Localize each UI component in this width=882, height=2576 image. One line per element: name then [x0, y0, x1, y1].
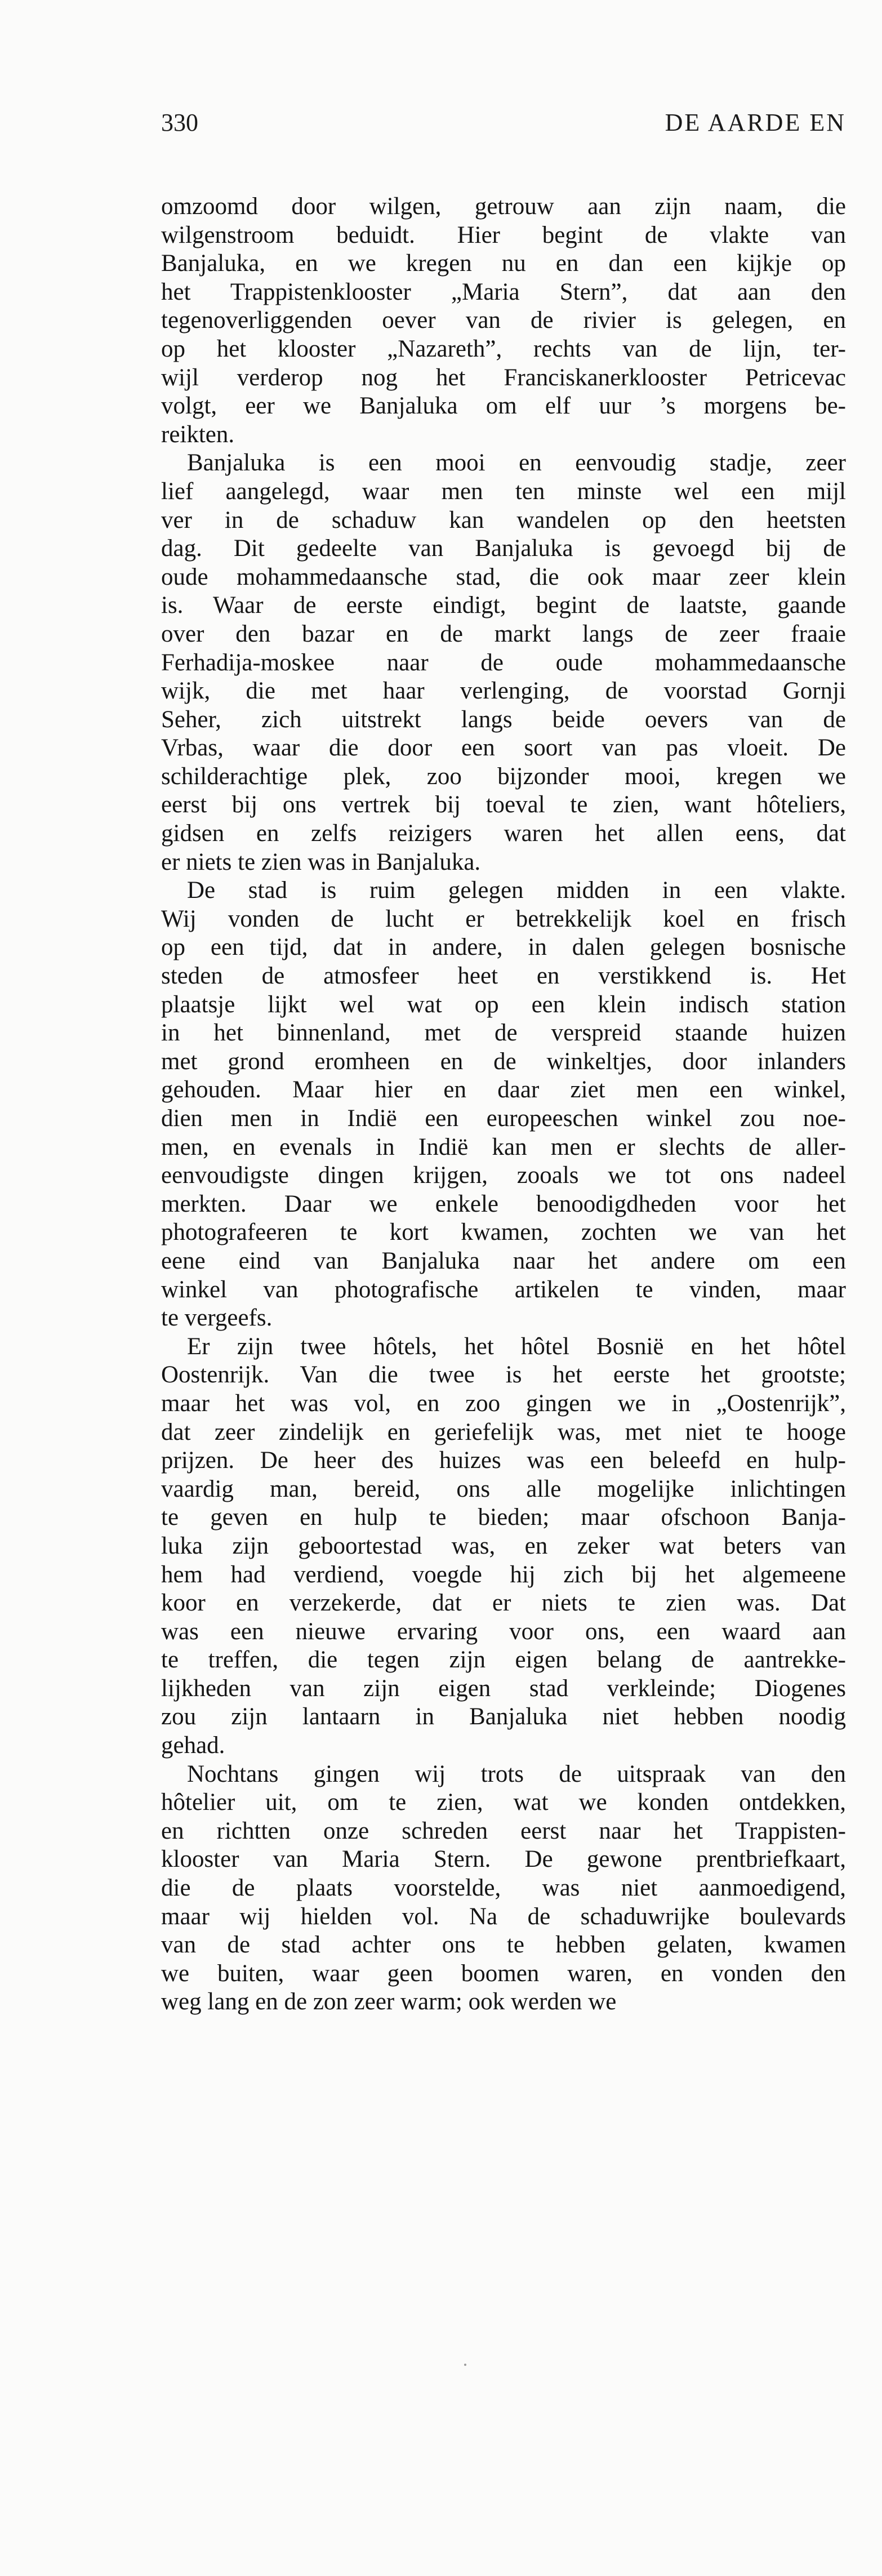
text-line: op het klooster „Nazareth”, rechts van de lijn, ter- — [161, 335, 846, 362]
text-line: De stad is ruim gelegen midden in een vlakte. — [187, 877, 846, 904]
text-line: Er zijn twee hôtels, het hôtel Bosnië en het hôtel — [187, 1333, 846, 1360]
page-number: 330 — [161, 109, 198, 136]
text-line: wilgenstroom beduidt. Hier begint de vlakte van — [161, 221, 846, 248]
text-line: te geven en hulp te bieden; maar ofschoon Banja- — [161, 1504, 846, 1531]
text-line: lijkheden van zijn eigen stad verkleinde; Diogenes — [161, 1675, 846, 1702]
text-line: Seher, zich uitstrekt langs beide oevers van de — [161, 706, 846, 733]
text-line: steden de atmosfeer heet en verstikkend is. Het — [161, 963, 846, 990]
paragraph — [161, 193, 846, 449]
text-line: en richtten onze schreden eerst naar het Trappisten- — [161, 1817, 846, 1844]
text-line: vaardig man, bereid, ons alle mogelijke inlichtingen — [161, 1475, 846, 1502]
text-line: koor en verzekerde, dat er niets te zien was. Dat — [161, 1590, 846, 1617]
text-line: wijk, die met haar verlenging, de voorstad Gornji — [161, 678, 846, 705]
text-line: over den bazar en de markt langs de zeer fraaie — [161, 620, 846, 647]
text-line: er niets te zien was in Banjaluka. — [161, 848, 481, 875]
text-line: het Trappistenklooster „Maria Stern”, dat aan den — [161, 278, 846, 305]
text-line: luka zijn geboortestad was, en zeker wat beters van — [161, 1532, 846, 1559]
text-line: plaatsje lijkt wel wat op een klein indisch station — [161, 991, 846, 1018]
text-line: ver in de schaduw kan wandelen op den heetsten — [161, 506, 846, 533]
text-line: eerst bij ons vertrek bij toeval te zien, want hôteliers, — [161, 791, 846, 818]
text-line: eene eind van Banjaluka naar het andere om een — [161, 1247, 846, 1274]
text-line: gidsen en zelfs reizigers waren het allen eens, dat — [161, 820, 846, 847]
text-line: Banjaluka is een mooi en eenvoudig stadje, zeer — [187, 450, 846, 477]
text-line: Vrbas, waar die door een soort van pas vloeit. De — [161, 735, 846, 762]
text-line: volgt, eer we Banjaluka om elf uur ’s morgens be- — [161, 393, 846, 420]
text-line: schilderachtige plek, zoo bijzonder mooi, kregen we — [161, 763, 846, 790]
text-line: op een tijd, dat in andere, in dalen gelegen bosnische — [161, 934, 846, 961]
text-line: is. Waar de eerste eindigt, begint de laatste, gaande — [161, 592, 846, 619]
text-line: Wij vonden de lucht er betrekkelijk koel en frisch — [161, 905, 846, 932]
text-line: reikten. — [161, 421, 235, 448]
text-line: dien men in Indië een europeeschen winkel zou noe- — [161, 1105, 846, 1132]
paragraph — [161, 1333, 846, 1760]
body-text — [161, 193, 846, 2017]
paragraph — [161, 1760, 846, 2017]
text-line: te treffen, die tegen zijn eigen belang de aantrekke- — [161, 1647, 846, 1674]
paper-speck — [464, 2364, 466, 2366]
text-line: die de plaats voorstelde, was niet aanmoedigend, — [161, 1875, 846, 1902]
text-line: weg lang en de zon zeer warm; ook werden we — [161, 1988, 617, 2016]
text-line: lief aangelegd, waar men ten minste wel een mijl — [161, 478, 846, 505]
text-line: klooster van Maria Stern. De gewone prentbriefkaart, — [161, 1846, 846, 1873]
text-line: dag. Dit gedeelte van Banjaluka is gevoegd bij de — [161, 535, 846, 562]
text-line: photografeeren te kort kwamen, zochten we van het — [161, 1219, 846, 1246]
text-line: Banjaluka, en we kregen nu en dan een kijkje op — [161, 250, 846, 277]
text-line: winkel van photografische artikelen te vinden, maar — [161, 1276, 846, 1303]
text-line: dat zeer zindelijk en geriefelijk was, met niet te hooge — [161, 1418, 846, 1445]
text-line: zou zijn lantaarn in Banjaluka niet hebben noodig — [161, 1703, 846, 1730]
running-head: DE AARDE EN — [665, 109, 846, 136]
text-line: maar wij hielden vol. Na de schaduwrijke boulevards — [161, 1903, 846, 1930]
text-line: omzoomd door wilgen, getrouw aan zijn naam, die — [161, 193, 846, 220]
text-line: Ferhadija-moskee naar de oude mohammedaansche — [161, 649, 846, 676]
page-header — [161, 108, 846, 153]
text-line: Oostenrijk. Van die twee is het eerste het grootste; — [161, 1362, 846, 1389]
text-line: gehouden. Maar hier en daar ziet men een winkel, — [161, 1076, 846, 1104]
text-line: wijl verderop nog het Franciskanerklooster Petricevac — [161, 364, 846, 391]
text-line: maar het was vol, en zoo gingen we in „Oostenrijk”, — [161, 1390, 846, 1417]
text-line: prijzen. De heer des huizes was een beleefd en hulp- — [161, 1447, 846, 1474]
text-line: eenvoudigste dingen krijgen, zooals we tot ons nadeel — [161, 1162, 846, 1189]
text-line: gehad. — [161, 1732, 225, 1759]
text-line: van de stad achter ons te hebben gelaten, kwamen — [161, 1932, 846, 1959]
text-line: merkten. Daar we enkele benoodigdheden voor het — [161, 1190, 846, 1217]
text-line: te vergeefs. — [161, 1305, 273, 1332]
text-line: tegenoverliggenden oever van de rivier is gelegen, en — [161, 307, 846, 334]
text-line: met grond eromheen en de winkeltjes, door inlanders — [161, 1048, 846, 1075]
text-line: Nochtans gingen wij trots de uitspraak van den — [187, 1760, 846, 1787]
text-line: men, en evenals in Indië kan men er slechts de aller- — [161, 1133, 846, 1160]
text-line: oude mohammedaansche stad, die ook maar zeer klein — [161, 563, 846, 590]
text-line: was een nieuwe ervaring voor ons, een waard aan — [161, 1618, 846, 1645]
paragraph — [161, 877, 846, 1333]
paragraph — [161, 449, 846, 877]
text-line: we buiten, waar geen boomen waren, en vonden den — [161, 1960, 846, 1987]
text-line: hem had verdiend, voegde hij zich bij het algemeene — [161, 1561, 846, 1588]
text-line: in het binnenland, met de verspreid staande huizen — [161, 1020, 846, 1047]
text-line: hôtelier uit, om te zien, wat we konden ontdekken, — [161, 1789, 846, 1816]
